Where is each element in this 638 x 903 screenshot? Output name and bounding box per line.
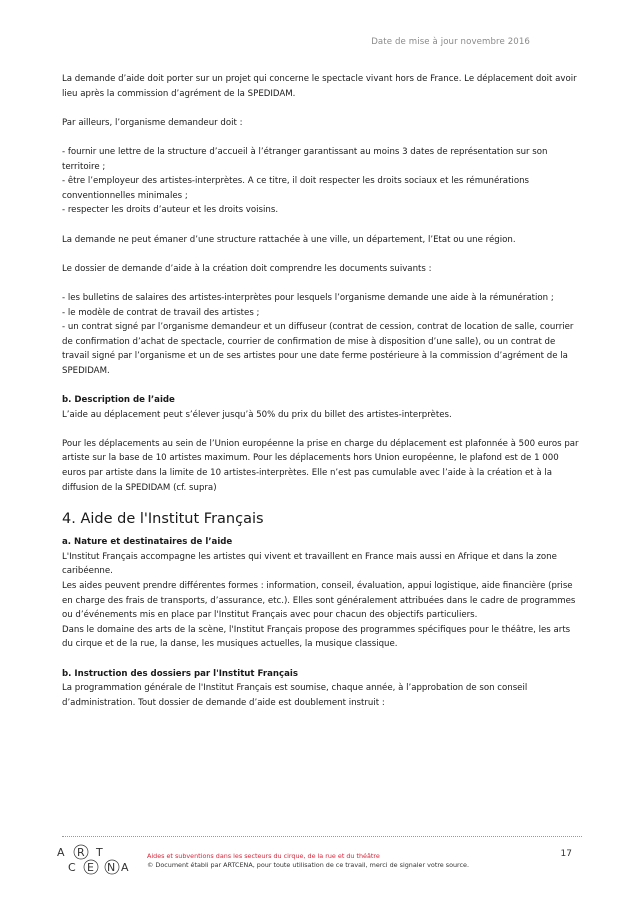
subheading-description: b. Description de l’aide bbox=[62, 395, 175, 406]
paragraph-eligibility: La demande ne peut émaner d’une structure rattachée à une ville, un département, l’Etat ou une région. bbox=[62, 234, 516, 245]
logo-letter: T bbox=[96, 846, 103, 859]
paragraph-documents-intro: Le dossier de demande d’aide à la création doit comprendre les documents suivants : bbox=[62, 263, 432, 274]
list-item: - les bulletins de salaires des artistes-interprètes pour lesquels l’organisme demande une aide à la rémunération ; bbox=[62, 292, 554, 303]
artcena-logo bbox=[52, 841, 132, 879]
list-item: - un contrat signé par l’organisme demandeur et un diffuseur (contrat de cession, contrat de location de salle, courrier de confirmation d’achat de spectacle, courrier de confirmation de mise à disposition d’une salle), ou un contrat de travail signé par l’organisme et un de ses artistes pour une date ferme postérieure à la commission d’agrément de la SPEDIDAM. bbox=[62, 322, 574, 376]
paragraph-programming: La programmation générale de l'Institut Français est soumise, chaque année, à l’approbation de son conseil d’administration. Tout dossier de demande d’aide est doublement instruit : bbox=[62, 683, 528, 708]
list-item: - le modèle de contrat de travail des artistes ; bbox=[62, 307, 260, 318]
logo-letter: E bbox=[87, 861, 94, 874]
subheading-nature: a. Nature et destinataires de l’aide bbox=[62, 537, 233, 548]
paragraph-aid-forms: Les aides peuvent prendre différentes formes : information, conseil, évaluation, appui logistique, aide financière (prise en charge des frais de transports, d’assurance, etc.). Elles sont généralement attribuées dans le cadre de programmes ou d’événements mis en place par l'Institut Français avec pour chacun des objectifs particuliers. bbox=[62, 581, 576, 621]
footer-copyright: © Document établi par ARTCENA, pour toute utilisation de ce travail, merci de signaler votre source. bbox=[147, 861, 470, 869]
list-item: - fournir une lettre de la structure d’accueil à l’étranger garantissant au moins 3 dates de représentation sur son territoire ; bbox=[62, 146, 548, 172]
document-body bbox=[62, 72, 582, 710]
list-item: - être l’employeur des artistes-interprètes. A ce titre, il doit respecter les droits sociaux et les rémunérations conventionnelles minimales ; bbox=[62, 176, 530, 201]
page-header-date: Date de mise à jour novembre 2016 bbox=[371, 37, 530, 47]
logo-letter: N bbox=[107, 861, 116, 874]
section-title-institut-francais: 4. Aide de l'Institut Français bbox=[62, 511, 264, 528]
footer-document-title: Aides et subventions dans les secteurs du cirque, de la rue et du théâtre bbox=[147, 852, 380, 860]
paragraph-stage-arts: Dans le domaine des arts de la scène, l'Institut Français propose des programmes spécifiques pour le théâtre, les arts du cirque et de la rue, la danse, les musiques actuelles, la musique classique. bbox=[62, 624, 571, 650]
paragraph-travel-ceiling: Pour les déplacements au sein de l’Union européenne la prise en charge du déplacement est plafonnée à 500 euros par artiste sur la base de 10 artistes maximum. Pour les déplacements hors Union européenne, le plafond est de 1 000 euros par artiste dans la limite de 10 artistes-interprètes. Elle n’est pas cumulable avec l’aide à la création et à la diffusion de la SPEDIDAM (cf. supra) bbox=[62, 438, 579, 493]
footer-divider bbox=[62, 836, 582, 837]
list-item: - respecter les droits d’auteur et les droits voisins. bbox=[62, 205, 279, 216]
logo-letter: A bbox=[57, 846, 65, 859]
subheading-instruction: b. Instruction des dossiers par l'Institut Français bbox=[62, 668, 298, 679]
logo-letter: C bbox=[68, 861, 76, 874]
paragraph-aid-amount: L’aide au déplacement peut s’élever jusqu’à 50% du prix du billet des artistes-interprètes. bbox=[62, 409, 452, 420]
paragraph-project-scope: La demande d’aide doit porter sur un projet qui concerne le spectacle vivant hors de France. Le déplacement doit avoir lieu après la commission d’agrément de la SPEDIDAM. bbox=[62, 74, 577, 99]
logo-letter: R bbox=[77, 846, 85, 859]
paragraph-requirements-intro: Par ailleurs, l’organisme demandeur doit : bbox=[62, 117, 243, 128]
footer-text bbox=[147, 852, 469, 870]
paragraph-support-scope: L'Institut Français accompagne les artistes qui vivent et travaillent en France mais aussi en Afrique et dans la zone caribéenne. bbox=[62, 551, 557, 577]
page-number: 17 bbox=[560, 849, 572, 859]
logo-letter: A bbox=[121, 861, 129, 874]
